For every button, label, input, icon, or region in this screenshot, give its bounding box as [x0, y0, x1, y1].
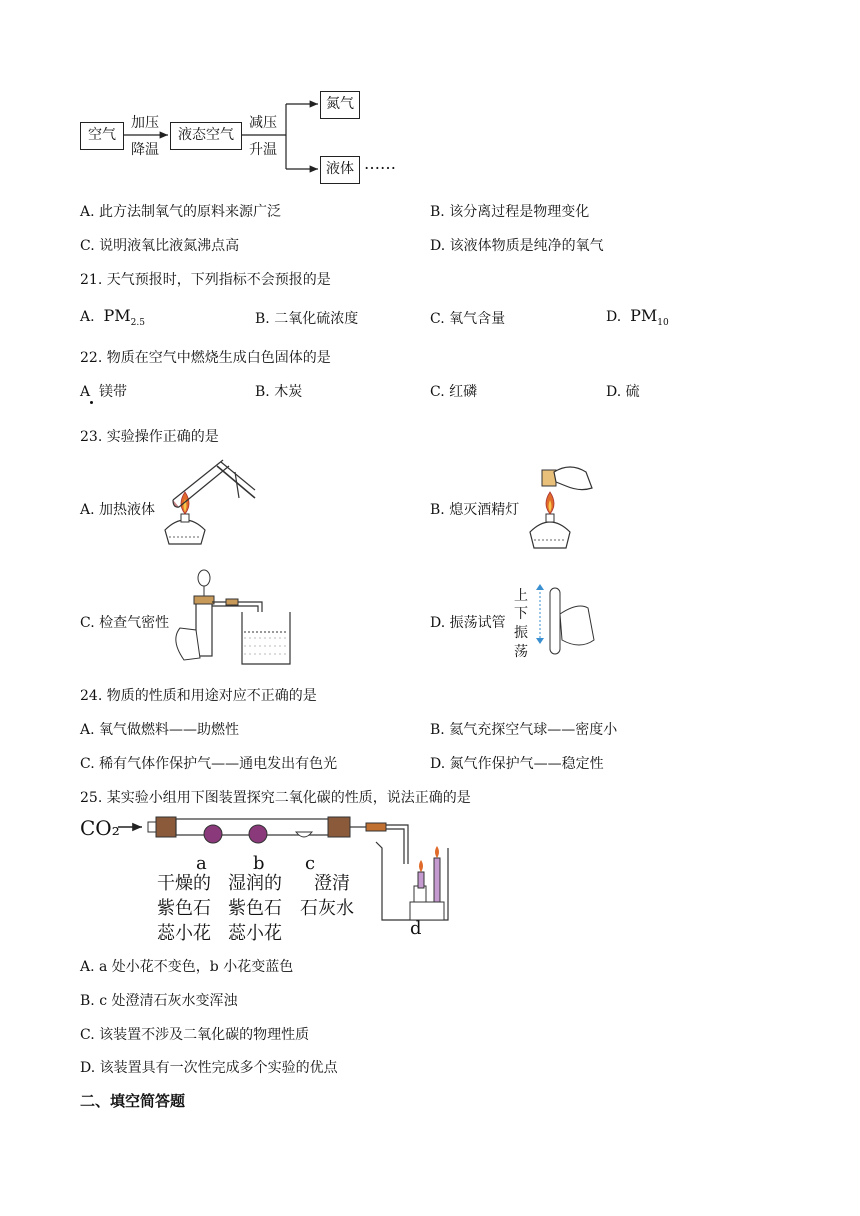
shake-label-4: 荡 — [514, 644, 528, 660]
q21-option-a-sub: 2.5 — [130, 318, 145, 328]
q21-stem: 21. 天气预报时，下列指标不会预报的是 — [80, 272, 331, 288]
q21-option-d-pm: PM — [630, 306, 658, 325]
dry-flower-caption-3: 蕊小花 — [157, 923, 211, 944]
q22-option-a-dot — [90, 401, 93, 404]
q23-option-b[interactable]: B. 熄灭酒精灯 — [430, 502, 520, 518]
q21-option-d-letter: D. — [606, 309, 622, 325]
dry-flower-caption-1: 干燥的 — [157, 873, 211, 894]
heating-liquid-illustration — [155, 452, 265, 552]
q22-stem: 22. 物质在空气中燃烧生成白色固体的是 — [80, 350, 331, 366]
section-heading: 二、填空简答题 — [80, 1092, 186, 1110]
q21-option-d-sub: 10 — [657, 318, 669, 328]
q25-option-c[interactable]: C. 该装置不涉及二氧化碳的物理性质 — [80, 1027, 310, 1043]
q20-option-a[interactable]: A. 此方法制氧气的原料来源广泛 — [80, 204, 282, 220]
q21-option-d[interactable] — [606, 306, 669, 328]
q20-option-d[interactable]: D. 该液体物质是纯净的氧气 — [430, 238, 604, 254]
q25-option-b[interactable]: B. c 处澄清石灰水变浑浊 — [80, 993, 238, 1009]
apparatus-label-b: b — [253, 853, 265, 874]
airtightness-illustration — [170, 568, 310, 668]
q21-option-a[interactable] — [80, 306, 145, 328]
shake-label-3: 振 — [514, 625, 528, 641]
step2-bottom-label: 升温 — [249, 142, 277, 158]
q23-option-d[interactable]: D. 振荡试管 — [430, 615, 506, 631]
ellipsis: …… — [364, 154, 396, 173]
q22-option-c[interactable]: C. 红磷 — [430, 384, 478, 400]
q21-option-a-letter: A. — [80, 309, 95, 325]
q22-option-a-text: 镁带 — [99, 384, 128, 400]
wet-flower-caption-3: 蕊小花 — [228, 923, 282, 944]
dry-flower-caption-2: 紫色石 — [157, 898, 211, 919]
q20-option-c[interactable]: C. 说明液氧比液氮沸点高 — [80, 238, 240, 254]
q23-option-a[interactable]: A. 加热液体 — [80, 502, 156, 518]
q22-option-a-letter: A — [80, 384, 91, 400]
q21-option-c[interactable]: C. 氧气含量 — [430, 311, 506, 327]
q23-stem: 23. 实验操作正确的是 — [80, 429, 219, 445]
q25-stem: 25. 某实验小组用下图装置探究二氧化碳的性质，说法正确的是 — [80, 790, 471, 806]
q24-stem: 24. 物质的性质和用途对应不正确的是 — [80, 688, 317, 704]
q25-option-d[interactable]: D. 该装置具有一次性完成多个实验的优点 — [80, 1060, 338, 1076]
q21-option-a-pm: PM — [103, 306, 131, 325]
q22-option-a[interactable] — [80, 381, 127, 401]
q24-option-c[interactable]: C. 稀有气体作保护气——通电发出有色光 — [80, 756, 338, 772]
liquid-air-box: 液态空气 — [170, 122, 242, 150]
apparatus-label-c: c — [305, 853, 316, 874]
step1-top-label: 加压 — [131, 115, 159, 131]
nitrogen-box: 氮气 — [320, 91, 360, 119]
q24-option-b[interactable]: B. 氦气充探空气球——密度小 — [430, 722, 618, 738]
extinguish-lamp-illustration — [520, 460, 610, 555]
q22-option-b[interactable]: B. 木炭 — [255, 384, 303, 400]
shake-label-1: 上 — [514, 588, 528, 604]
wet-flower-caption-2: 紫色石 — [228, 898, 282, 919]
air-box: 空气 — [80, 122, 124, 150]
q21-option-b[interactable]: B. 二氧化硫浓度 — [255, 311, 359, 327]
q20-option-b[interactable]: B. 该分离过程是物理变化 — [430, 204, 590, 220]
q25-option-a[interactable]: A. a 处小花不变色，b 小花变蓝色 — [80, 959, 294, 975]
liquid-box: 液体 — [320, 156, 360, 184]
q23-option-c[interactable]: C. 检查气密性 — [80, 615, 170, 631]
limewater-caption-1: 澄清 — [314, 873, 350, 894]
q24-option-a[interactable]: A. 氧气做燃料——助燃性 — [80, 722, 240, 738]
co2-label: CO₂ — [80, 816, 120, 840]
step2-top-label: 减压 — [249, 115, 277, 131]
shake-label-2: 下 — [514, 606, 528, 622]
q22-option-d[interactable]: D. 硫 — [606, 384, 640, 400]
shake-tube-illustration — [532, 584, 602, 664]
q24-option-d[interactable]: D. 氮气作保护气——稳定性 — [430, 756, 604, 772]
apparatus-label-a: a — [196, 853, 207, 874]
wet-flower-caption-1: 湿润的 — [228, 873, 282, 894]
step1-bottom-label: 降温 — [131, 142, 159, 158]
flow-arrows — [0, 0, 860, 200]
apparatus-label-d: d — [410, 918, 422, 939]
limewater-caption-2: 石灰水 — [300, 898, 354, 919]
